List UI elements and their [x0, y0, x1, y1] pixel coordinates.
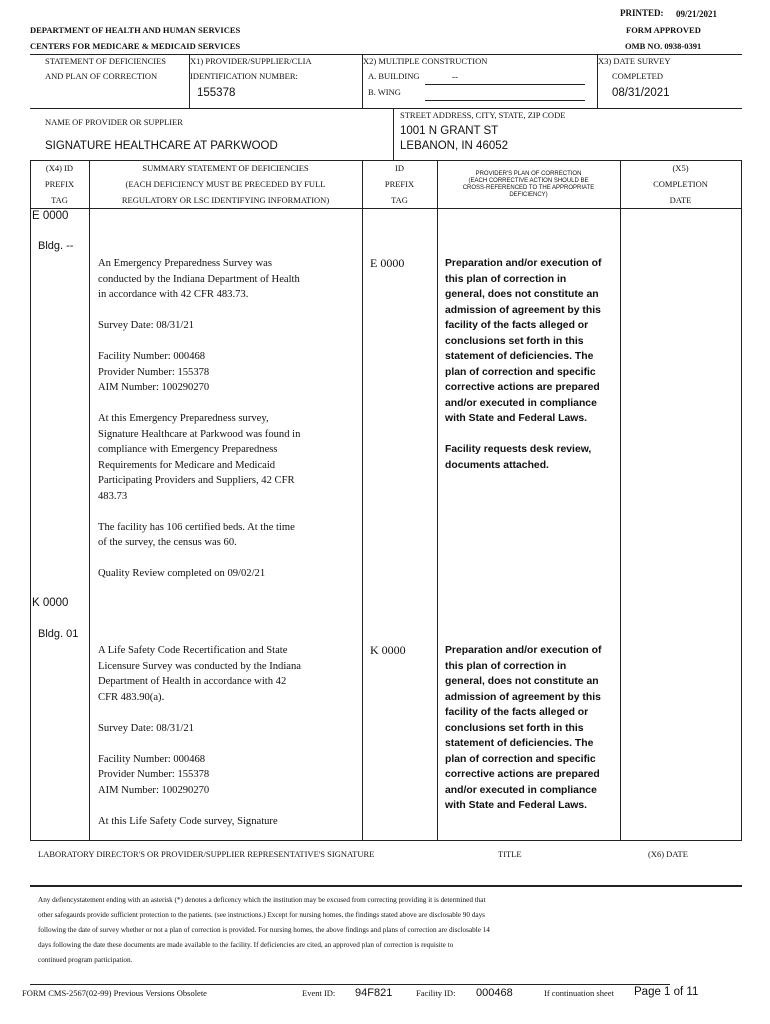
narrative-line: Participating Providers and Suppliers, 42 CFR — [98, 475, 295, 486]
narrative-line: Provider Number: 155378 — [98, 366, 210, 378]
printed-date: 09/21/2021 — [676, 9, 718, 19]
narrative-line: Facility Number: 000468 — [98, 351, 206, 362]
summary-header-3: REGULATORY OR LSC IDENTIFYING INFORMATION) — [121, 195, 330, 205]
e-id-tag: E 0000 — [370, 256, 405, 270]
page-number: Page 1 of 11 — [634, 986, 699, 998]
narrative-line: in accordance with 42 CFR 483.73. — [98, 289, 249, 300]
plan-line: admission of agreement by this — [445, 304, 601, 316]
form-approved: FORM APPROVED — [626, 25, 701, 35]
disclaimer-line: following the date of survey whether or not a plan of correction is provided. For nursing homes, the above findings and plans of correction are disclosable 14 — [38, 926, 490, 934]
narrative-line — [98, 303, 360, 319]
narrative-line — [98, 396, 360, 412]
narrative-line — [98, 551, 360, 567]
summary-header-2: (EACH DEFICIENCY MUST BE PRECEDED BY FULL — [125, 179, 326, 189]
narrative-line — [98, 705, 360, 721]
narrative-line: At this Life Safety Code survey, Signature — [98, 815, 278, 827]
plan-line: conclusions set forth in this — [445, 722, 584, 734]
plan-line: general, does not constitute an — [445, 289, 599, 300]
x5-header-3: DATE — [669, 195, 692, 205]
summary-header-1: SUMMARY STATEMENT OF DEFICIENCIES — [142, 163, 309, 173]
plan-line: admission of agreement by this — [445, 691, 601, 703]
plan-line: facility of the facts alleged or — [445, 707, 589, 718]
narrative-line: AIM Number: 100290270 — [98, 784, 210, 796]
plan-line: and/or executed in compliance — [445, 784, 597, 796]
plan-line: Preparation and/or execution of — [445, 258, 602, 269]
e-narrative — [98, 256, 360, 582]
plan-line — [445, 427, 620, 443]
x5-header-1: (X5) — [672, 163, 689, 173]
narrative-line: Quality Review completed on 09/02/21 — [98, 568, 266, 579]
k-id-tag: K 0000 — [370, 643, 406, 657]
x2-label: X2) MULTIPLE CONSTRUCTION — [363, 56, 488, 66]
wing-label: B. WING — [368, 87, 401, 97]
narrative-line: compliance with Emergency Preparedness — [98, 444, 278, 455]
disclaimer-line: Any defiencystatement ending with an asterisk (*) denotes a deficency which the institution may be excused from correcting providing it is determined that — [38, 896, 486, 904]
narrative-line: AIM Number: 100290270 — [98, 382, 210, 393]
plan-header — [437, 171, 620, 199]
disclaimer-line: continued program participation. — [38, 956, 133, 964]
x4-header-2: PREFIX — [44, 179, 75, 189]
narrative-line: of the survey, the census was 60. — [98, 537, 237, 548]
title-label: TITLE — [498, 849, 522, 859]
narrative-line: An Emergency Preparedness Survey was — [98, 258, 272, 269]
plan-line: this plan of correction in — [445, 660, 567, 672]
narrative-line: A Life Safety Code Recertification and State — [98, 645, 288, 656]
plan-line: plan of correction and specific — [445, 366, 596, 378]
facility-id-label: Facility ID: — [416, 988, 456, 998]
plan-line: with State and Federal Laws. — [445, 413, 588, 424]
x4-header-1: (X4) ID — [45, 163, 74, 173]
id-header-2: PREFIX — [384, 179, 415, 189]
provider-name-label: NAME OF PROVIDER OR SUPPLIER — [45, 117, 183, 127]
narrative-line — [98, 736, 360, 752]
x4-header-3: TAG — [51, 195, 68, 205]
plan-line: general, does not constitute an — [445, 676, 599, 687]
narrative-line: Signature Healthcare at Parkwood was found in — [98, 428, 301, 440]
narrative-line — [98, 798, 360, 814]
plan-line: and/or executed in compliance — [445, 397, 597, 409]
disclaimer-line: days following the date these documents are made available to the facility. If deficiencies are cited, an approved plan of correction is requisite to — [38, 941, 454, 949]
narrative-line: Facility Number: 000468 — [98, 753, 206, 765]
address-label: STREET ADDRESS, CITY, STATE, ZIP CODE — [400, 110, 566, 120]
plan-line: Preparation and/or execution of — [445, 645, 602, 656]
x3-label-2: COMPLETED — [612, 71, 663, 81]
statement-label-2: AND PLAN OF CORRECTION — [45, 71, 158, 81]
provider-id-value: 155378 — [197, 87, 236, 99]
narrative-line: Licensure Survey was conducted by the Indiana — [98, 660, 301, 672]
e-building: Bldg. -- — [38, 240, 77, 252]
continuation-label: If continuation sheet — [544, 988, 614, 998]
building-label: A. BUILDING — [368, 71, 420, 81]
plan-line: facility of the facts alleged or — [445, 320, 589, 331]
narrative-line: 483.73 — [98, 490, 128, 502]
narrative-line: Survey Date: 08/31/21 — [98, 320, 194, 331]
id-header-1: ID — [395, 163, 404, 173]
survey-completed-date: 08/31/2021 — [612, 87, 670, 99]
plan-line: corrective actions are prepared — [445, 769, 600, 780]
plan-line: documents attached. — [445, 459, 549, 471]
disclaimer — [38, 893, 738, 968]
event-id-value: 94F821 — [355, 987, 393, 999]
k-narrative — [98, 643, 360, 829]
k-plan-of-correction — [445, 643, 620, 814]
narrative-line: Survey Date: 08/31/21 — [98, 722, 194, 734]
narrative-line: The facility has 106 certified beds. At the time — [98, 521, 295, 533]
plan-line: corrective actions are prepared — [445, 382, 600, 393]
omb-number: OMB NO. 0938-0391 — [625, 41, 702, 51]
e-prefix-tag: E 0000 — [32, 210, 72, 222]
narrative-line: Provider Number: 155378 — [98, 769, 210, 780]
x6-date-label: (X6) DATE — [648, 849, 688, 859]
narrative-line: At this Emergency Preparedness survey, — [98, 413, 269, 424]
x5-header-2: COMPLETION — [653, 179, 708, 189]
k-prefix-tag: K 0000 — [32, 597, 72, 609]
plan-line: statement of deficiencies. The — [445, 351, 594, 362]
plan-line: conclusions set forth in this — [445, 335, 584, 347]
statement-label-1: STATEMENT OF DEFICIENCIES — [45, 56, 167, 66]
k-building: Bldg. 01 — [38, 628, 82, 640]
narrative-line: CFR 483.90(a). — [98, 691, 165, 703]
provider-name-value: SIGNATURE HEALTHCARE AT PARKWOOD — [45, 140, 278, 152]
event-id-label: Event ID: — [302, 988, 336, 998]
x1-label-1: X1) PROVIDER/SUPPLIER/CLIA — [190, 56, 312, 66]
plan-line: with State and Federal Laws. — [445, 800, 588, 811]
narrative-line — [98, 504, 360, 520]
plan-line: plan of correction and specific — [445, 753, 596, 765]
address-line-2: LEBANON, IN 46052 — [400, 140, 509, 152]
plan-header-4: DEFICIENCY) — [509, 192, 548, 198]
facility-id-value: 000468 — [476, 987, 513, 999]
form-number: FORM CMS-2567(02-99) Previous Versions Obsolete — [22, 988, 207, 998]
x1-label-2: IDENTIFICATION NUMBER: — [190, 71, 298, 81]
disclaimer-line: other safegaurds provide sufficient protection to the patients. (see instructions.) Except for nursing homes, the findings stated above are disclosable 90 days — [38, 911, 485, 919]
address-line-1: 1001 N GRANT ST — [400, 125, 499, 137]
building-value: -- — [452, 72, 458, 82]
plan-line: this plan of correction in — [445, 273, 567, 285]
narrative-line: Requirements for Medicare and Medicaid — [98, 459, 276, 471]
plan-line: statement of deficiencies. The — [445, 738, 594, 749]
plan-header-2: (EACH CORRECTIVE ACTION SHOULD BE — [468, 178, 589, 184]
plan-header-3: CROSS-REFERENCED TO THE APPROPRIATE — [462, 185, 595, 191]
id-header-3: TAG — [391, 195, 408, 205]
centers-name: CENTERS FOR MEDICARE & MEDICAID SERVICES — [30, 41, 241, 51]
department-name: DEPARTMENT OF HEALTH AND HUMAN SERVICES — [30, 25, 241, 35]
narrative-line — [98, 334, 360, 350]
plan-header-1: PROVIDER'S PLAN OF CORRECTION — [475, 171, 582, 177]
narrative-line: Department of Health in accordance with 42 — [98, 676, 287, 687]
plan-line: Facility requests desk review, — [445, 444, 592, 455]
narrative-line: conducted by the Indiana Department of Health — [98, 273, 300, 285]
director-signature-label: LABORATORY DIRECTOR'S OR PROVIDER/SUPPLIER REPRESENTATIVE'S SIGNATURE — [38, 849, 375, 859]
x3-label-1: X3) DATE SURVEY — [598, 56, 671, 66]
printed-label: PRINTED: — [620, 8, 664, 18]
e-plan-of-correction — [445, 256, 620, 473]
